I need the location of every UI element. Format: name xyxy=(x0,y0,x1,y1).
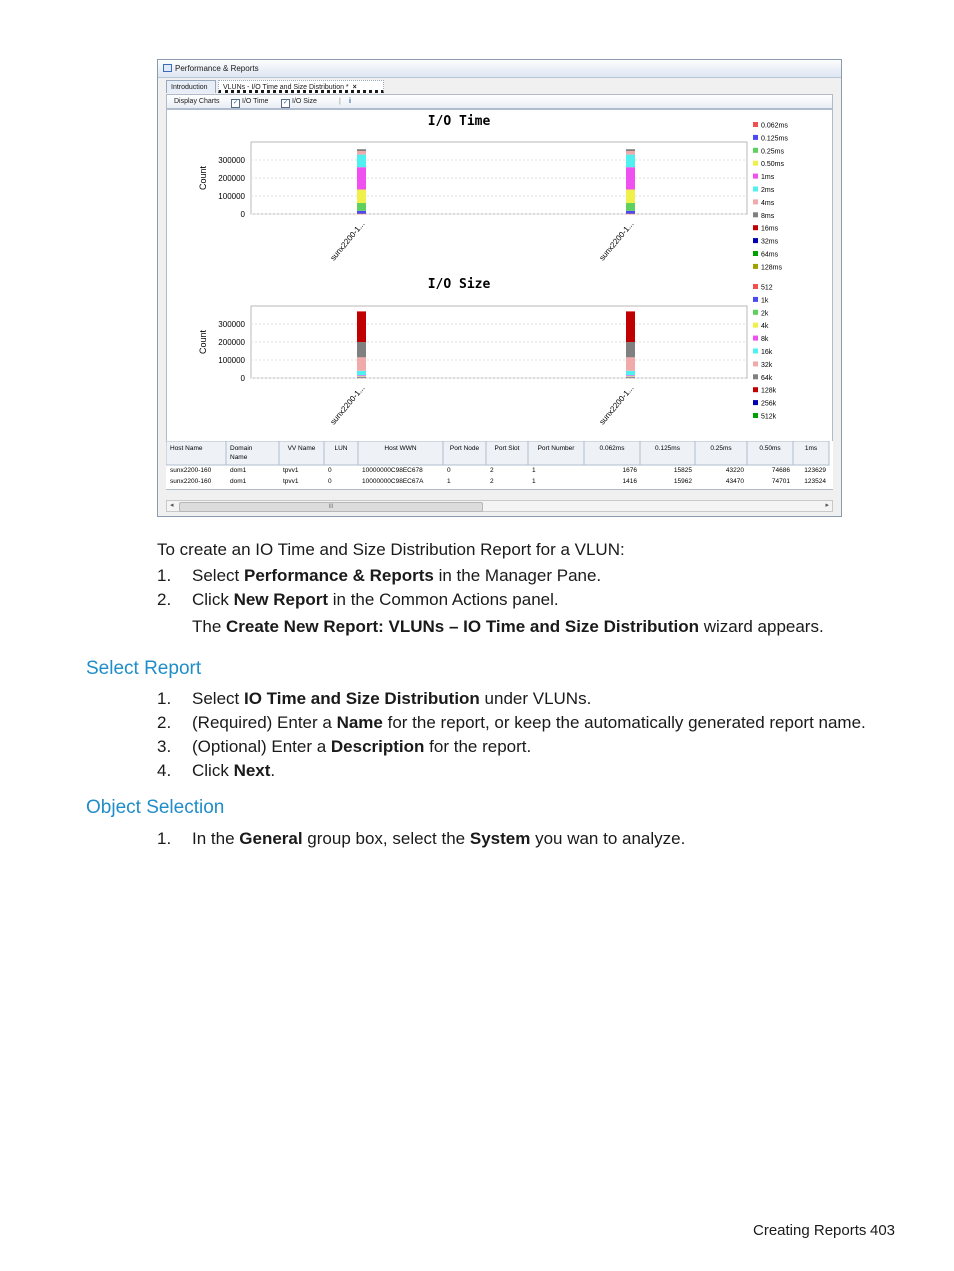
bar-segment xyxy=(357,167,366,189)
bar-segment xyxy=(357,151,366,155)
column-header: 0.50ms xyxy=(759,445,781,452)
column-header: VV Name xyxy=(287,445,316,452)
bar-segment xyxy=(626,377,635,378)
bar-segment xyxy=(626,190,635,204)
legend-swatch xyxy=(753,225,758,230)
column-header: Host WWN xyxy=(384,445,417,452)
bar-segment xyxy=(626,377,635,378)
table-cell: sunx2200-160 xyxy=(170,467,212,474)
column-header: LUN xyxy=(334,445,348,452)
legend-label: 16k xyxy=(761,349,773,356)
chart-1 xyxy=(198,277,777,426)
bar-segment xyxy=(626,149,635,151)
column-header: Port Slot xyxy=(494,445,520,452)
scroll-left-icon[interactable]: ◂ xyxy=(170,502,174,509)
legend-label: 128k xyxy=(761,387,777,395)
legend-label: 2k xyxy=(761,310,769,318)
x-tick-label: sunx2200-1... xyxy=(597,219,636,263)
bar-segment xyxy=(626,375,635,376)
x-tick-label: sunx2200-1... xyxy=(328,383,367,427)
step-text: (Optional) Enter a Description for the report. xyxy=(192,737,532,756)
step-number: 2. xyxy=(157,590,172,609)
footer-section: Creating Reports xyxy=(753,1222,867,1239)
table-cell: 2 xyxy=(490,478,494,485)
chart-toolbar xyxy=(166,94,833,109)
legend-swatch xyxy=(753,174,758,179)
legend-label: 0.25ms xyxy=(761,148,784,156)
legend-swatch xyxy=(753,251,758,256)
legend-swatch xyxy=(753,361,758,366)
legend-label: 0.125ms xyxy=(761,135,788,143)
x-tick-label: sunx2200-1... xyxy=(597,383,636,427)
window-title: Performance & Reports xyxy=(175,64,259,73)
legend-label: 1ms xyxy=(761,174,775,182)
y-tick-label: 200000 xyxy=(218,338,245,347)
chart-title: I/O Size xyxy=(427,277,491,292)
legend-swatch xyxy=(753,349,758,354)
bar-segment xyxy=(626,211,635,214)
intro-text: To create an IO Time and Size Distribution Report for a VLUN: xyxy=(157,540,625,559)
bar-segment xyxy=(357,342,366,357)
bar-segment xyxy=(626,203,635,211)
display-charts-label: Display Charts xyxy=(174,98,220,105)
bar-segment xyxy=(357,155,366,168)
io-size-toggle[interactable] xyxy=(281,95,317,108)
table-cell: 43220 xyxy=(725,467,744,474)
legend-swatch xyxy=(753,238,758,243)
table-cell: tpvv1 xyxy=(283,478,299,485)
screenshot-window xyxy=(157,59,842,517)
step-number: 1. xyxy=(157,566,172,585)
table-cell: 0 xyxy=(328,467,332,474)
column-header: Port Node xyxy=(449,445,480,452)
io-time-toggle[interactable] xyxy=(231,95,268,108)
checkbox-icon: ✓ xyxy=(232,100,239,106)
tab-label: VLUNs - I/O Time and Size Distribution * xyxy=(223,84,349,91)
legend-label: 2ms xyxy=(761,187,775,194)
column-header: Host Name xyxy=(170,445,203,452)
table-cell: 0 xyxy=(447,467,451,474)
y-axis-label: Count xyxy=(198,165,208,191)
bar-segment xyxy=(357,311,366,342)
bar-segment xyxy=(626,371,635,376)
bar-segment xyxy=(626,155,635,168)
close-icon[interactable]: × xyxy=(352,84,357,91)
scrollbar-grip: III xyxy=(328,504,334,510)
bar-segment xyxy=(357,375,366,376)
bar-segment xyxy=(626,376,635,377)
legend-label: 256k xyxy=(761,400,777,408)
step-number: 3. xyxy=(157,737,172,756)
table-cell: 123629 xyxy=(804,467,826,474)
app-icon xyxy=(163,64,172,72)
legend-swatch xyxy=(753,387,758,392)
step-text: Select Performance & Reports in the Manager Pane. xyxy=(192,566,602,585)
legend-swatch xyxy=(753,400,758,405)
y-tick-label: 100000 xyxy=(218,356,245,365)
legend-label: 64k xyxy=(761,374,773,382)
step-number: 2. xyxy=(157,713,172,732)
column-header: 1ms xyxy=(804,445,818,452)
report-table-svg xyxy=(166,441,833,489)
legend-label: 0.062ms xyxy=(761,122,788,130)
bar-segment xyxy=(626,167,635,189)
bar-segment xyxy=(626,342,635,357)
step-text: Click New Report in the Common Actions panel. xyxy=(192,590,559,609)
bar-segment xyxy=(357,203,366,211)
tab-vluns-io-time[interactable] xyxy=(218,80,384,93)
legend-swatch xyxy=(753,148,758,153)
scrollbar-thumb[interactable] xyxy=(179,502,483,512)
table-cell: 15962 xyxy=(673,478,692,485)
x-tick-label: sunx2200-1... xyxy=(328,219,367,263)
bar-segment xyxy=(357,377,366,378)
tab-label: Introduction xyxy=(171,84,208,91)
step-text: Click Next. xyxy=(192,761,276,780)
step-text: In the General group box, select the System you wan to analyze. xyxy=(192,829,686,848)
legend-swatch xyxy=(753,310,758,315)
table-cell: tpvv1 xyxy=(283,467,299,474)
bar-segment xyxy=(626,151,635,155)
legend-swatch xyxy=(753,374,758,379)
table-cell: 74686 xyxy=(771,467,790,474)
io-time-toggle-label: I/O Time xyxy=(242,98,269,105)
section-heading: Object Selection xyxy=(86,797,225,818)
column-header: Domain xyxy=(230,445,253,452)
legend-swatch xyxy=(753,122,758,127)
y-tick-label: 100000 xyxy=(218,192,245,201)
horizontal-scrollbar[interactable] xyxy=(166,500,833,512)
table-cell: 1416 xyxy=(622,478,637,485)
charts-svg xyxy=(167,110,832,440)
legend-label: 32ms xyxy=(761,238,779,246)
legend-swatch xyxy=(753,212,758,217)
legend-label: 8ms xyxy=(761,212,775,220)
legend-label: 0.50ms xyxy=(761,161,784,169)
step-text: (Required) Enter a Name for the report, or keep the automatically generated report name. xyxy=(192,713,866,732)
legend-swatch xyxy=(753,199,758,204)
chart-0 xyxy=(198,114,788,271)
step-number: 4. xyxy=(157,761,172,780)
chart-title: I/O Time xyxy=(427,114,491,129)
table-cell: 2 xyxy=(490,467,494,474)
table-cell: sunx2200-160 xyxy=(170,478,212,485)
legend-label: 1k xyxy=(761,297,769,305)
legend-swatch xyxy=(753,336,758,341)
column-header: Port Number xyxy=(537,445,575,452)
bar-segment xyxy=(357,357,366,371)
legend-label: 32k xyxy=(761,361,773,369)
legend-label: 4k xyxy=(761,323,769,331)
column-header: 0.25ms xyxy=(710,445,732,452)
legend-swatch xyxy=(753,323,758,328)
table-cell: 1 xyxy=(447,478,451,485)
legend-swatch xyxy=(753,413,758,418)
step-number: 1. xyxy=(157,689,172,708)
info-icon[interactable]: i xyxy=(349,98,351,105)
checkbox-icon: ✓ xyxy=(282,100,289,106)
table-cell: 43470 xyxy=(725,478,744,485)
bar-segment xyxy=(626,214,635,215)
bar-segment xyxy=(357,376,366,377)
table-cell: dom1 xyxy=(230,478,247,485)
table-cell: 1676 xyxy=(622,467,637,474)
table-cell: 15825 xyxy=(673,467,692,474)
bar-segment xyxy=(626,357,635,371)
bar-segment xyxy=(357,371,366,376)
legend-label: 128ms xyxy=(761,264,783,272)
legend-swatch xyxy=(753,264,758,269)
bar-segment xyxy=(357,214,366,215)
table-cell: 0 xyxy=(328,478,332,485)
legend-label: 512k xyxy=(761,413,777,421)
y-tick-label: 300000 xyxy=(218,156,245,165)
toolbar-separator: | xyxy=(339,98,341,105)
legend-label: 4ms xyxy=(761,199,775,207)
io-size-toggle-label: I/O Size xyxy=(292,98,317,105)
step-number: 1. xyxy=(157,829,172,848)
legend-label: 512 xyxy=(761,284,773,292)
table-cell: 1 xyxy=(532,478,536,485)
y-tick-label: 300000 xyxy=(218,320,245,329)
step-text: Select IO Time and Size Distribution under VLUNs. xyxy=(192,689,592,708)
table-cell: 74701 xyxy=(771,478,790,485)
legend-swatch xyxy=(753,161,758,166)
legend-swatch xyxy=(753,135,758,140)
scroll-right-icon[interactable]: ▸ xyxy=(825,502,829,509)
legend-swatch xyxy=(753,297,758,302)
y-tick-label: 0 xyxy=(240,210,245,219)
legend-label: 64ms xyxy=(761,251,779,259)
legend-swatch xyxy=(753,284,758,289)
bar-segment xyxy=(357,211,366,214)
legend-label: 8k xyxy=(761,336,769,344)
legend-label: 16ms xyxy=(761,225,779,233)
y-axis-label: Count xyxy=(198,329,208,355)
tab-introduction[interactable] xyxy=(166,80,216,93)
column-header: Name xyxy=(230,454,248,461)
step-note: The Create New Report: VLUNs – IO Time and Size Distribution wizard appears. xyxy=(192,617,824,636)
report-table xyxy=(166,441,833,489)
bar-segment xyxy=(626,311,635,342)
table-cell: 10000000C98EC678 xyxy=(362,467,423,474)
section-heading: Select Report xyxy=(86,658,202,679)
table-cell: 123524 xyxy=(804,478,826,485)
y-tick-label: 200000 xyxy=(218,174,245,183)
chart-panel xyxy=(166,109,833,490)
page-number: 403 xyxy=(870,1222,896,1239)
column-header: 0.062ms xyxy=(599,445,625,452)
table-cell: 10000000C98EC67A xyxy=(362,478,424,485)
bar-segment xyxy=(357,190,366,204)
legend-swatch xyxy=(753,187,758,192)
table-cell: dom1 xyxy=(230,467,247,474)
bar-segment xyxy=(357,149,366,151)
bar-segment xyxy=(357,377,366,378)
y-tick-label: 0 xyxy=(240,374,245,383)
column-header: 0.125ms xyxy=(655,445,680,452)
table-cell: 1 xyxy=(532,467,536,474)
window-titlebar xyxy=(158,60,841,78)
